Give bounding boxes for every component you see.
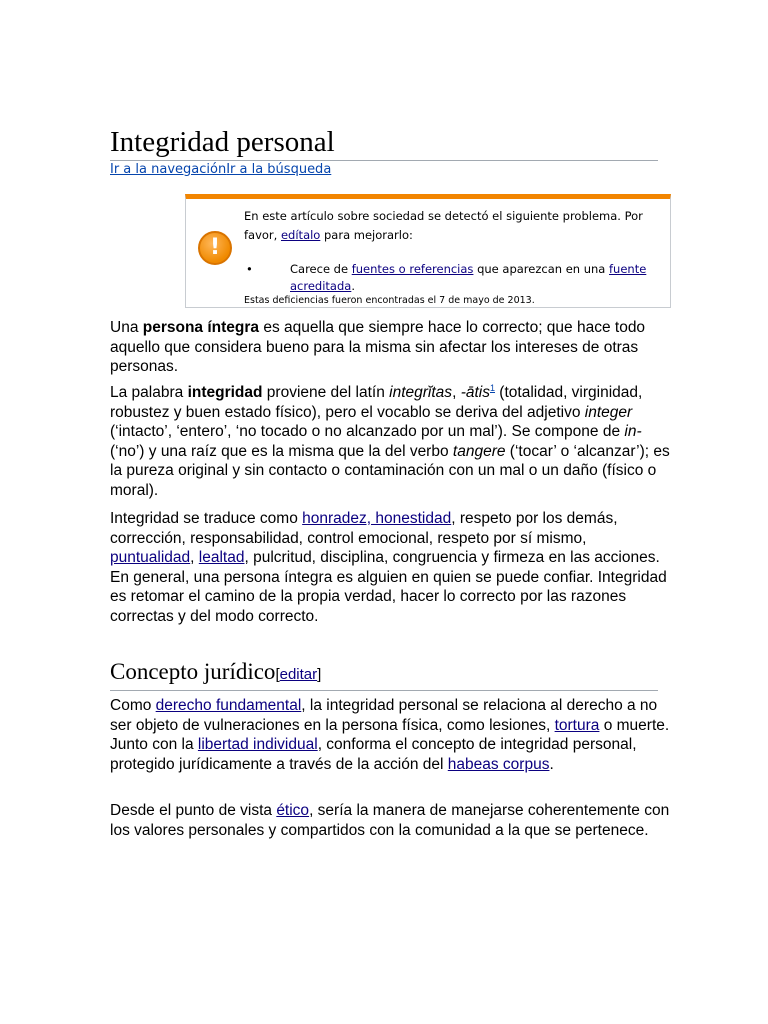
link-libertad-individual[interactable]: libertad individual	[197, 736, 318, 753]
jump-links	[110, 162, 331, 177]
sources-link[interactable]: fuentes o referencias	[351, 262, 474, 276]
section-heading: Concepto jurídico[editar]	[110, 657, 658, 691]
link-etico[interactable]: ético	[276, 802, 310, 819]
link-puntualidad[interactable]: puntualidad	[110, 549, 191, 566]
paragraph-2: La palabra integridad proviene del latín integrĭtas, -ātis$^1$ (totalidad, virginidad, robustez y buen estado físico), pero el vocablo se deriva del adjetivo integer (‘intacto’, ‘entero’, ‘no tocado o no alcanzado por un mal’). Se compone de in- (‘no’) y una raíz que es la misma que la del verbo tangere (‘tocar’ o ‘alcanzar’); es la pureza original y sin contacto o contaminación con un mal o un daño (físico o moral).	[110, 382, 670, 499]
notice-date: Estas deficiencias fueron encontradas el 7 de mayo de 2013.	[244, 295, 535, 306]
bullet-dot: •	[246, 262, 253, 276]
edit-link[interactable]: edítalo	[280, 228, 321, 242]
notice-text: En este artículo sobre sociedad se detectó el siguiente problema. Por favor, edítalo para mejorarlo:	[244, 209, 643, 242]
paragraph-5: Desde el punto de vista ético, sería la manera de manejarse coherentemente con los valores personales y compartidos con la comunidad a la que se pertenece.	[110, 802, 670, 839]
jump-nav-link[interactable]: Ir a la navegación	[110, 162, 227, 177]
maintenance-notice	[185, 194, 671, 308]
warning-icon: !	[198, 231, 232, 265]
paragraph-3: Integridad se traduce como honradez, honestidad, respeto por los demás, corrección, responsabilidad, control emocional, respeto por sí mismo, puntualidad, lealtad, pulcritud, disciplina, congruencia y firmeza en las acciones. En general, una persona íntegra es alguien en quien se puede confiar. Integridad es retomar el camino de la propia verdad, hacer lo correcto por las razones correctas y del modo correcto.	[110, 510, 667, 625]
reference-1[interactable]: 1	[489, 382, 495, 393]
link-habeas-corpus[interactable]: habeas corpus	[447, 755, 550, 773]
link-tortura[interactable]: tortura	[554, 716, 600, 734]
link-lealtad[interactable]: lealtad	[198, 549, 245, 566]
paragraph-1: Una persona íntegra es aquella que siempre hace lo correcto; que hace todo aquello que considera bueno para la misma sin afectar los intereses de otras personas.	[110, 319, 646, 375]
edit-section-link[interactable]: editar	[279, 666, 318, 683]
page-title: Integridad personal	[110, 125, 658, 161]
notice-bullet: • Carece de fuentes o referencias que aparezcan en una fuente acreditada.	[246, 262, 647, 293]
link-honradez[interactable]: honradez, honestidad	[302, 510, 452, 527]
link-derecho-fundamental[interactable]: derecho fundamental	[155, 697, 302, 714]
reliable-source-link[interactable]: fuente acreditada	[290, 262, 647, 293]
paragraph-4: Como derecho fundamental, la integridad personal se relaciona al derecho a no ser objeto de vulneraciones en la persona física, como lesiones, tortura o muerte. Junto con la libertad individual, conforma el concepto de integridad personal, protegido jurídicamente a través de la acción del habeas corpus.	[110, 697, 670, 773]
jump-search-link[interactable]: Ir a la búsqueda	[226, 162, 332, 177]
